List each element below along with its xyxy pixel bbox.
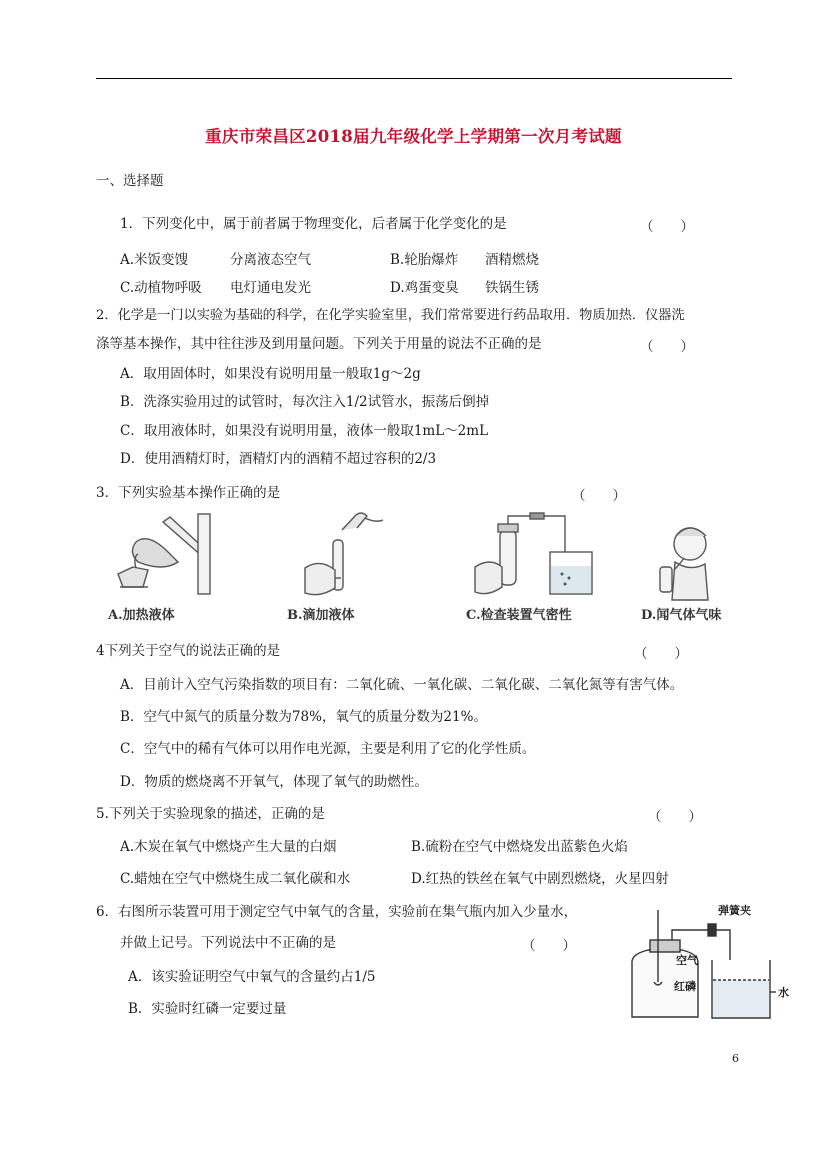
water-label: 水 (778, 986, 789, 999)
question-6-stem: 6．右图所示装置可用于测定空气中氧气的含量，实验前在集气瓶内加入少量水， (96, 904, 578, 920)
q5-option-b: B.硫粉在空气中燃烧发出蓝紫色火焰 (411, 839, 628, 855)
q6-option-b: B．实验时红磷一定要过量 (128, 1001, 287, 1017)
airtightness-check-figure (470, 512, 600, 604)
q1-option-b: B.轮胎爆炸 (390, 252, 459, 268)
section-heading: 一、选择题 (96, 173, 164, 189)
answer-blank[interactable]: （ ） (640, 339, 694, 355)
question-5-stem: 5.下列关于实验现象的描述，正确的是 (96, 806, 325, 822)
answer-blank[interactable]: （ ） (522, 938, 576, 954)
q2-option-a: A．取用固体时，如果没有说明用量一般取1g～2g (120, 366, 421, 382)
clamp-label: 弹簧夹 (718, 904, 751, 917)
q1-option-a: A.米饭变馊 (120, 252, 189, 268)
q6-option-a: A．该实验证明空气中氧气的含量约占1/5 (128, 969, 376, 985)
figure-a-caption: A.加热液体 (108, 608, 175, 623)
smelling-gas-figure (650, 522, 720, 604)
q2-option-b: B．洗涤实验用过的试管时，每次注入1/2试管水，振荡后倒掉 (120, 394, 490, 410)
q5-option-d: D.红热的铁丝在氧气中剧烈燃烧，火星四射 (411, 871, 669, 887)
question-3-stem: 3．下列实验基本操作正确的是 (96, 485, 281, 501)
heating-liquid-figure (108, 512, 223, 604)
page-number: 6 (732, 1052, 739, 1065)
answer-blank[interactable]: （ ） (640, 219, 694, 235)
q1-option-c: C.动植物呼吸 (120, 280, 202, 296)
answer-blank[interactable]: （ ） (572, 488, 626, 504)
q2-option-d: D．使用酒精灯时，酒精灯内的酒精不超过容积的2/3 (120, 451, 437, 467)
figure-d-caption: D.闻气体气味 (641, 608, 722, 623)
page-title: 重庆市荣昌区2018届九年级化学上学期第一次月考试题 (205, 127, 622, 146)
q1-option-d: D.鸡蛋变臭 (390, 280, 459, 296)
answer-blank[interactable]: （ ） (648, 809, 702, 825)
q1-option-a-2: 分离液态空气 (230, 252, 311, 268)
question-1-stem: 1．下列变化中，属于前者属于物理变化，后者属于化学变化的是 (120, 216, 507, 232)
question-6-stem-cont: 并做上记号。下列说法中不正确的是 (120, 935, 336, 951)
air-label: 空气 (676, 954, 698, 967)
figure-b-caption: B.滴加液体 (287, 608, 355, 623)
question-2-stem-cont: 涤等基本操作，其中往往涉及到用量问题。下列关于用量的说法不正确的是 (96, 336, 542, 352)
dropping-liquid-figure (295, 508, 390, 604)
answer-blank[interactable]: （ ） (634, 646, 688, 662)
q1-option-c-2: 电灯通电发光 (230, 280, 311, 296)
q4-option-a: A．目前计入空气污染指数的项目有：二氧化硫、一氧化碳、二氧化碳、二氧化氮等有害气体。 (120, 677, 684, 693)
q5-option-a: A.木炭在氧气中燃烧产生大量的白烟 (120, 839, 337, 855)
q1-option-b-2: 酒精燃烧 (485, 252, 539, 268)
figure-c-caption: C.检查装置气密性 (466, 608, 572, 623)
q4-option-c: C．空气中的稀有气体可以用作电光源，主要是利用了它的化学性质。 (120, 741, 536, 757)
question-2-stem: 2．化学是一门以实验为基础的科学，在化学实验室里，我们常常要进行药品取用．物质加热．仪器洗 (96, 308, 685, 323)
phosphorus-label: 红磷 (674, 980, 696, 993)
q2-option-c: C．取用液体时，如果没有说明用量，液体一般取1mL～2mL (120, 423, 489, 439)
q4-option-d: D．物质的燃烧离不开氧气，体现了氧气的助燃性。 (120, 774, 428, 790)
question-4-stem: 4下列关于空气的说法正确的是 (96, 643, 281, 659)
q1-option-d-2: 铁锅生锈 (485, 280, 539, 296)
q4-option-b: B．空气中氮气的质量分数为78%，氧气的质量分数为21%。 (120, 709, 487, 725)
oxygen-content-apparatus (620, 892, 780, 1024)
header-rule (96, 78, 732, 79)
q5-option-c: C.蜡烛在空气中燃烧生成二氧化碳和水 (120, 871, 351, 887)
